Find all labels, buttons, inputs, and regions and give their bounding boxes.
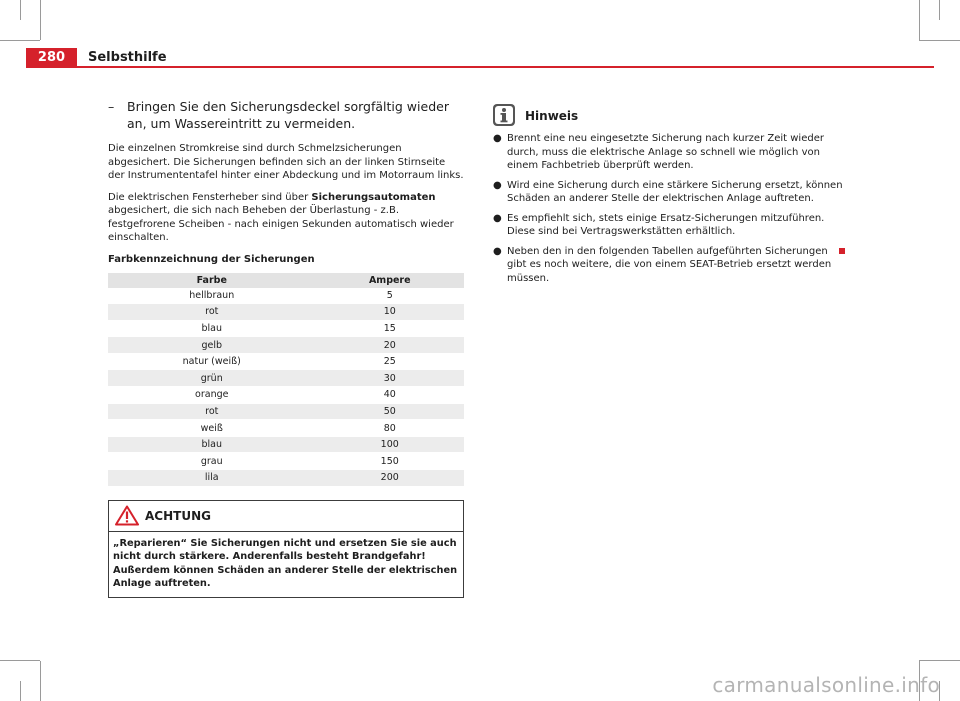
table-cell-ampere: 50 [316, 403, 465, 420]
table-cell-ampere: 80 [316, 420, 465, 437]
header-rule [26, 66, 934, 68]
crop-mark [939, 0, 940, 20]
table-row [108, 453, 464, 470]
note-bullet-item [493, 212, 845, 239]
info-note-icon [493, 104, 515, 126]
table-row [108, 288, 464, 304]
crop-mark [20, 0, 21, 20]
table-row [108, 353, 464, 370]
bullet-dot: ● [493, 179, 502, 191]
bullet-dot: ● [493, 245, 502, 257]
note-bullet-item [493, 245, 845, 286]
watermark: carmanualsonline.info [712, 673, 940, 697]
table-row [108, 387, 464, 404]
table-header-color: Farbe [108, 273, 316, 288]
crop-mark [919, 0, 920, 40]
warning-box [108, 500, 464, 598]
table-row [108, 337, 464, 354]
paragraph-window-lifters: Die elektrischen Fensterheber sind über Sicherungsautomaten abgesichert, die sich nach Beheben der Überlastung - z.B. festgefrorene Scheiben - nach einigen Sekunden automatisch wieder einschalten. [108, 191, 454, 243]
warning-title: ACHTUNG [145, 508, 211, 523]
warning-triangle-icon [115, 505, 139, 526]
table-cell-color: rot [108, 304, 316, 321]
table-cell-color: gelb [108, 337, 316, 354]
crop-mark [0, 40, 40, 41]
bullet-text: Wird eine Sicherung durch eine stärkere Sicherung ersetzt, können Schäden an anderer Stelle der elektrischen Anlage auftreten. [507, 179, 843, 204]
table-cell-ampere: 150 [316, 453, 465, 470]
bullet-text: Brennt eine neu eingesetzte Sicherung nach kurzer Zeit wieder durch, muss die elektrische Anlage so schnell wie möglich von einem Fachbetrieb überprüft werden. [507, 133, 824, 171]
table-header-ampere: Ampere [316, 273, 465, 288]
section-title: Selbsthilfe [88, 50, 167, 65]
table-cell-ampere: 20 [316, 337, 465, 354]
table-cell-color: weiß [108, 420, 316, 437]
table-cell-ampere: 10 [316, 304, 465, 321]
fuse-color-table [108, 273, 464, 486]
crop-mark [919, 660, 960, 661]
note-header [493, 104, 845, 126]
left-column [108, 98, 464, 598]
table-cell-color: grün [108, 370, 316, 387]
table-cell-ampere: 25 [316, 353, 465, 370]
note-title: Hinweis [525, 109, 579, 123]
note-bullet-item [493, 132, 845, 173]
bullet-text: Neben den in den folgenden Tabellen aufgeführten Sicherungen gibt es noch weitere, die von einem SEAT-Betrieb ersetzt werden müssen. [507, 245, 832, 284]
crop-mark [919, 40, 960, 41]
instruction-step [108, 98, 464, 132]
table-cell-color: blau [108, 320, 316, 337]
table-row [108, 320, 464, 337]
table-cell-color: blau [108, 436, 316, 453]
table-row [108, 304, 464, 321]
table-cell-color: hellbraun [189, 289, 235, 301]
table-row [108, 403, 464, 420]
crop-mark [40, 661, 41, 701]
table-cell-ampere: 30 [316, 370, 465, 387]
table-cell-ampere: 40 [316, 387, 465, 404]
note-bullet-item [493, 179, 845, 206]
table-row [108, 370, 464, 387]
table-cell-color: natur (weiß) [108, 353, 316, 370]
section-end-marker [839, 248, 845, 254]
table-cell-color: lila [108, 470, 316, 486]
bullet-text: Es empfiehlt sich, stets einige Ersatz-Sicherungen mitzuführen. Diese sind bei Vertragswerkstätten erhältlich. [507, 212, 825, 237]
bullet-dot: ● [493, 133, 502, 144]
table-cell-ampere: 100 [316, 436, 465, 453]
table-cell-color: orange [108, 387, 316, 404]
instruction-text: Bringen Sie den Sicherungsdeckel sorgfältig wieder an, um Wassereintritt zu vermeiden. [127, 99, 449, 131]
paragraph-fuses: Die einzelnen Stromkreise sind durch Schmelzsicherungen abgesichert. Die Sicherungen befinden sich an der linken Stirnseite der Instrumententafel hinter einer Abdeckung und im Motorraum links. [108, 143, 464, 181]
warning-header [109, 501, 463, 532]
bullet-dot: ● [493, 212, 502, 224]
table-cell-color: grau [108, 453, 316, 470]
crop-mark [20, 681, 21, 701]
table-cell-ampere: 200 [316, 470, 465, 486]
table-cell-color: rot [108, 403, 316, 420]
table-title: Farbkennzeichnung der Sicherungen [108, 253, 315, 265]
dash-marker: – [108, 99, 115, 114]
bold-term: Sicherungsautomaten [311, 191, 436, 203]
table-cell-ampere: 5 [386, 289, 393, 301]
table-row [108, 420, 464, 437]
warning-text: „Reparieren“ Sie Sicherungen nicht und ersetzen Sie sie auch nicht durch stärkere. Anderenfalls besteht Brandgefahr! Außerdem können Schäden an anderer Stelle der elektrischen Anlage auftreten. [113, 537, 458, 590]
crop-mark [40, 0, 41, 40]
table-cell-ampere: 15 [316, 320, 465, 337]
crop-mark [0, 660, 40, 661]
table-row [108, 470, 464, 486]
right-column [493, 104, 845, 291]
page-number: 280 [26, 48, 77, 68]
table-row [108, 436, 464, 453]
